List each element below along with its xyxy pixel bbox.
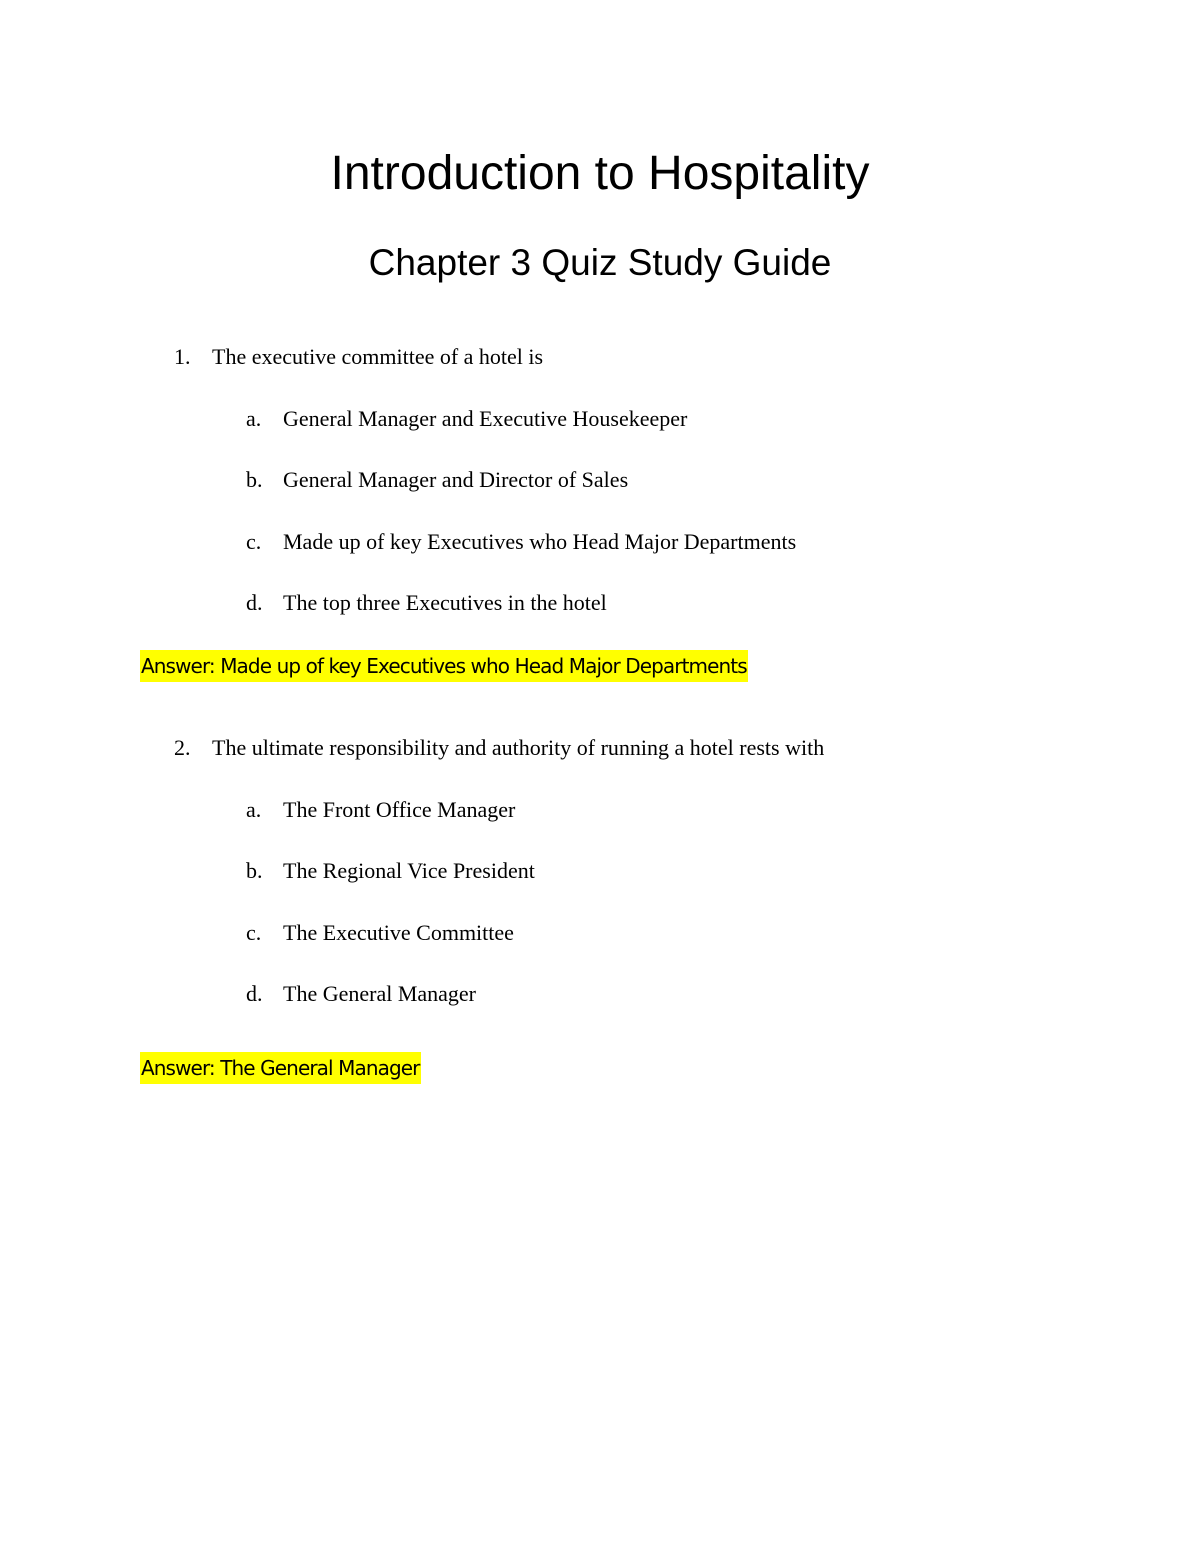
- question-text: The ultimate responsibility and authority of running a hotel rests with: [212, 735, 825, 760]
- question-number: 2.: [174, 735, 191, 760]
- answer-highlight: Answer: Made up of key Executives who Head Major Departments: [140, 650, 748, 682]
- option-letter: b.: [246, 858, 263, 883]
- document-subtitle: Chapter 3 Quiz Study Guide: [368, 242, 832, 283]
- question-number: 1.: [174, 344, 191, 369]
- option-text: The Regional Vice President: [283, 858, 535, 883]
- option-letter: d.: [246, 981, 263, 1006]
- question-text: The executive committee of a hotel is: [212, 344, 544, 369]
- option-letter: d.: [246, 590, 263, 615]
- answer-highlight: Answer: The General Manager: [140, 1052, 421, 1084]
- option-text: The General Manager: [283, 981, 477, 1006]
- option-text: Made up of key Executives who Head Major Departments: [283, 529, 797, 554]
- option-text: General Manager and Director of Sales: [283, 467, 629, 492]
- option-text: The top three Executives in the hotel: [283, 590, 607, 615]
- option-text: General Manager and Executive Housekeeper: [283, 406, 688, 431]
- option-text: The Front Office Manager: [283, 797, 516, 822]
- option-letter: c.: [246, 920, 262, 945]
- option-letter: c.: [246, 529, 262, 554]
- document-title: Introduction to Hospitality: [330, 147, 870, 200]
- option-letter: a.: [246, 797, 262, 822]
- option-letter: b.: [246, 467, 263, 492]
- option-letter: a.: [246, 406, 262, 431]
- option-text: The Executive Committee: [283, 920, 514, 945]
